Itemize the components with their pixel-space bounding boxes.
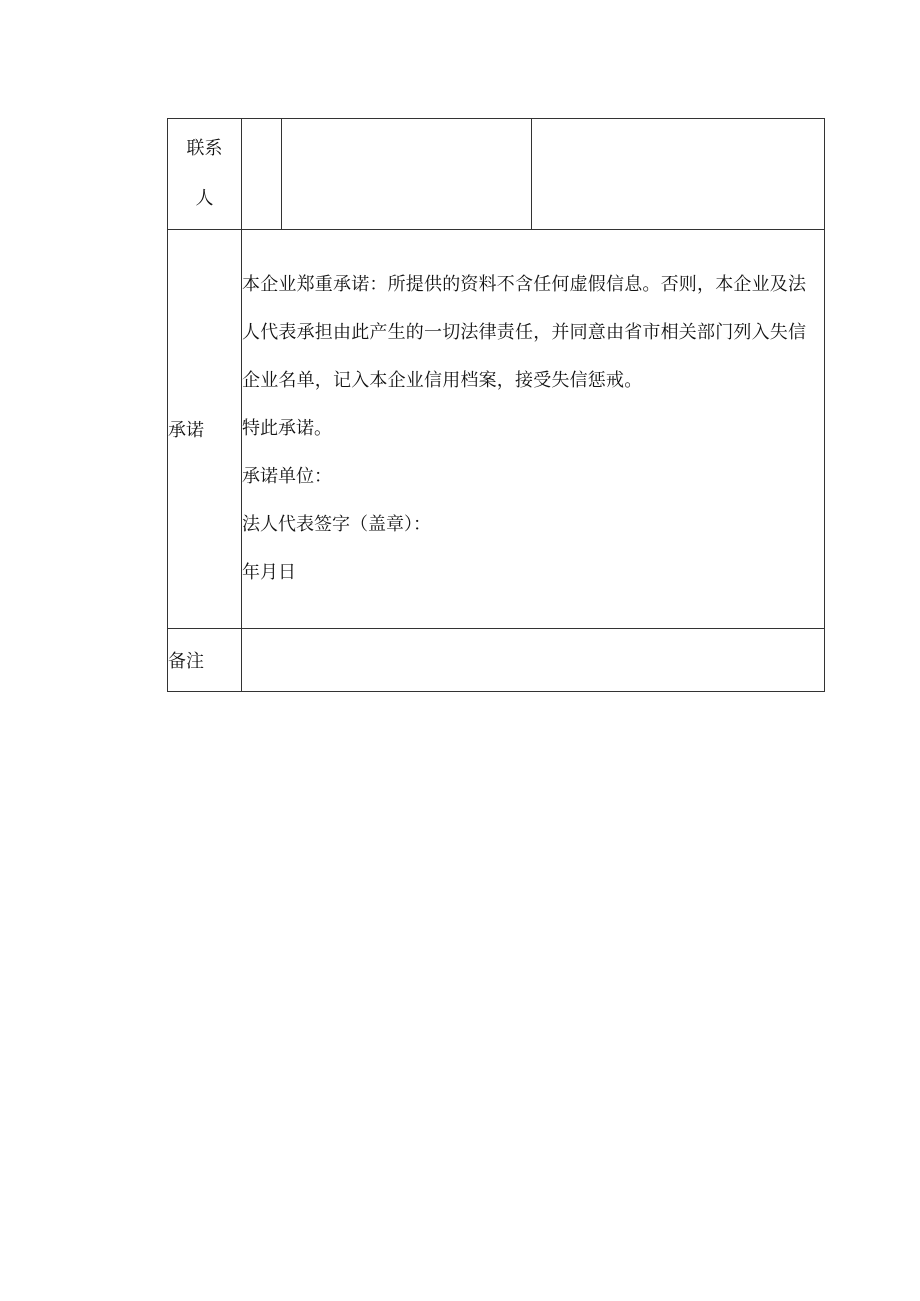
pledge-signature-label: 法人代表签字（盖章）：: [242, 514, 431, 535]
contact-cell-narrow[interactable]: [242, 119, 282, 230]
contact-label-line1: 联系: [186, 138, 223, 159]
contact-cell-phone[interactable]: [532, 119, 825, 230]
remark-row: [168, 629, 825, 692]
remark-label: 备注: [168, 651, 204, 672]
pledge-label-cell: [168, 230, 242, 629]
contact-row: [168, 119, 825, 230]
contact-label-cell: [168, 119, 242, 230]
pledge-form-table: [167, 118, 825, 692]
pledge-content-cell: [242, 230, 825, 629]
remark-value-cell[interactable]: [242, 629, 825, 692]
pledge-label: 承诺: [168, 420, 204, 441]
pledge-statement: 本企业郑重承诺：所提供的资料不含任何虚假信息。否则，本企业及法人代表承担由此产生的一切法律责任，并同意由省市相关部门列入失信企业名单，记入本企业信用档案，接受失信惩戒。: [242, 274, 807, 391]
pledge-row: [168, 230, 825, 629]
remark-label-cell: [168, 629, 242, 692]
contact-cell-name[interactable]: [282, 119, 532, 230]
pledge-date-label: 年月日: [242, 562, 296, 583]
contact-label-line2: 人: [195, 188, 214, 209]
pledge-closing: 特此承诺。: [242, 418, 332, 439]
pledge-unit-label: 承诺单位：: [242, 466, 332, 487]
